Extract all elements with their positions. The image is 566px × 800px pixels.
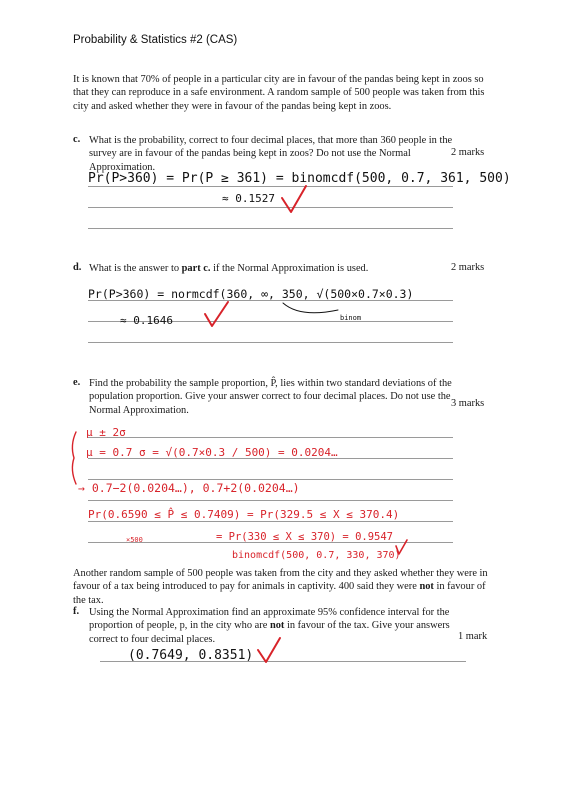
answer-c-line1: Pr(P>360) = Pr(P ≥ 361) = binomcdf(500, 0.7, 361, 500) [88,171,511,186]
answer-e-line2: μ = 0.7 σ = √(0.7×0.3 / 500) = 0.0204… [86,446,338,459]
question-c-marks: 2 marks [451,147,485,158]
question-d-marks: 2 marks [451,262,485,273]
bracket-icon [72,432,76,484]
answer-e-line6: binomcdf(500, 0.7, 330, 370) [232,550,401,561]
tax-paragraph: Another random sample of 500 people was taken from the city and they asked whether they were in favour of a tax being introduced to pay for animals in captivity. 400 said they were not in favour of the tax. [73,568,488,606]
answer-d-line1: Pr(P>360) = normcdf(360, ∞, 350, √(500×0.7×0.3) [88,287,414,301]
answer-e-line3: → 0.7−2(0.0204…), 0.7+2(0.0204…) [78,481,300,495]
question-e-label: e. [73,377,81,388]
answer-e-line1: μ ± 2σ [86,426,126,439]
question-c-label: c. [73,134,81,145]
answer-e-line4: Pr(0.6590 ≤ P̂ ≤ 0.7409) = Pr(329.5 ≤ X ≤ 370.4) [88,508,400,521]
answer-e-note: ×500 [126,536,143,544]
answer-d-note: binom [340,314,362,322]
answer-e-line5: = Pr(330 ≤ X ≤ 370) = 0.9547 [216,531,394,543]
question-e-text: Find the probability the sample proportion, P̂, lies within two standard deviations of the population proportion. Give your answer correct to four decimal places. Do not use the Normal Approximation. [89,378,452,416]
question-e-marks: 3 marks [451,398,485,409]
question-f-marks: 1 mark [458,631,488,642]
question-f-text: Using the Normal Approximation find an approximate 95% confidence interval for the proportion of people, p, in the city who are not in favour of the tax. Give your answers correct to four decimal places. [89,607,450,645]
tick-icon [396,540,407,554]
question-d-text: What is the answer to part c. if the Normal Approximation is used. [89,263,369,274]
intro-paragraph: It is known that 70% of people in a particular city are in favour of the pandas being kept in zoos so that they can reproduce in a safe environment. A random sample of 500 people was taken from this city and asked whether they were in favour of the pandas being kept in zoos. [73,74,485,112]
answer-f-line1: (0.7649, 0.8351) [128,648,254,663]
page-title: Probability & Statistics #2 (CAS) [73,34,238,46]
question-d-label: d. [73,262,82,273]
answer-d-line2: ≈ 0.1646 [120,314,173,327]
tick-icon [205,302,228,326]
tick-icon [282,186,306,212]
answer-c-line2: ≈ 0.1527 [222,192,275,205]
annotation-arrow-icon [283,303,338,313]
question-f-label: f. [73,606,80,617]
question-c-text: What is the probability, correct to four decimal places, that more than 360 people in the survey are in favour of the pandas being kept in zoos? Do not use the Normal Approximation. [89,135,453,173]
tick-icon [258,638,280,662]
